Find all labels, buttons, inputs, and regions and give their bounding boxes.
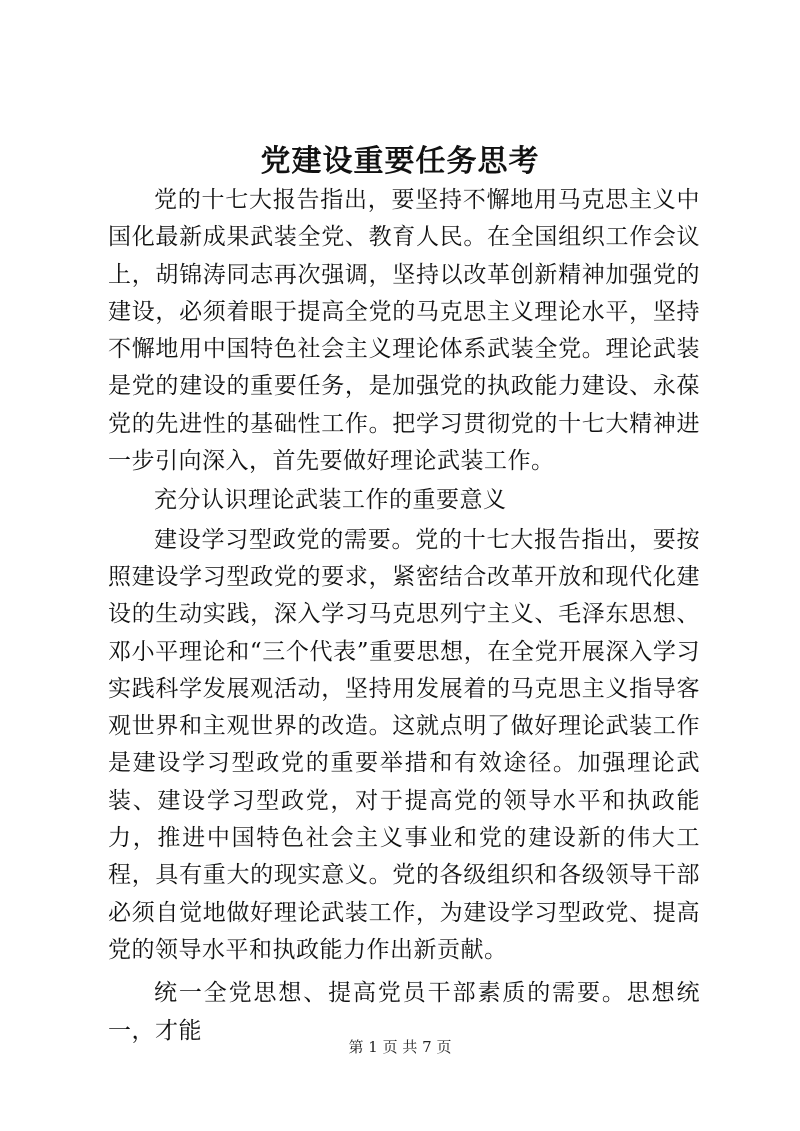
document-body bbox=[108, 182, 700, 1050]
paragraph-unify-thought: 统一全党思想、提高党员干部素质的需要。思想统一，才能 bbox=[108, 980, 700, 1044]
document-title: 党建设重要任务思考 bbox=[260, 144, 540, 179]
page-number-footer: 第 1 页 共 7 页 bbox=[348, 1038, 452, 1056]
paragraph-learning-party: 建设学习型政党的需要。党的十七大报告指出，要按照建设学习型政党的要求，紧密结合改革开放和现代化建设的生动实践，深入学习马克思列宁主义、毛泽东思想、邓小平理论和“三个代表”重要思想，在全党开展深入学习实践科学发展观活动，坚持用发展着的马克思主义指导客观世界和主观世界的改造。这就点明了做好理论武装工作是建设学习型政党的重要举措和有效途径。加强理论武装、建设学习型政党，对于提高党的领导水平和执政能力，推进中国特色社会主义事业和党的建设新的伟大工程，具有重大的现实意义。党的各级组织和各级领导干部必须自觉地做好理论武装工作，为建设学习型政党、提高党的领导水平和执政能力作出新贡献。 bbox=[108, 526, 700, 963]
paragraph-intro: 党的十七大报告指出，要坚持不懈地用马克思主义中国化最新成果武装全党、教育人民。在全国组织工作会议上，胡锦涛同志再次强调，坚持以改革创新精神加强党的建设，必须着眼于提高全党的马克思主义理论水平，坚持不懈地用中国特色社会主义理论体系武装全党。理论武装是党的建设的重要任务，是加强党的执政能力建设、永葆党的先进性的基础性工作。把学习贯彻党的十七大精神进一步引向深入，首先要做好理论武装工作。 bbox=[108, 187, 700, 475]
section-heading: 充分认识理论武装工作的重要意义 bbox=[154, 487, 507, 514]
